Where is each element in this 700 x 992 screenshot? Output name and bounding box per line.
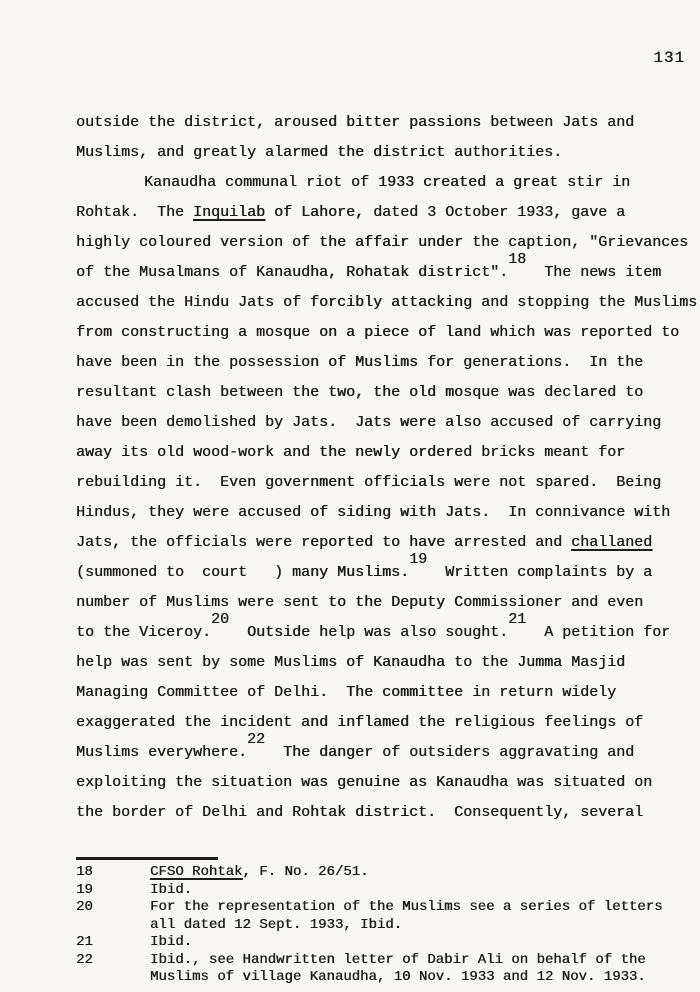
text-line (76, 798, 700, 828)
text-line (76, 731, 700, 768)
text-segment: Muslims, and greatly alarmed the district authorities. (76, 144, 563, 161)
text-line (76, 588, 700, 618)
text-segment: have been in the possession of Muslims for generations. In the (76, 354, 644, 371)
text-segment: help was sent by some Muslims of Kanaudha to the Jumma Masjid (76, 654, 626, 671)
footnote-item (76, 864, 700, 882)
text-segment: Jats, the officials were reported to have arrested and (76, 534, 572, 551)
text-segment: Ibid. (150, 934, 193, 950)
footnote-number: 18 (76, 864, 93, 880)
text-segment: rebuilding it. Even government officials were not spared. Being (76, 474, 662, 491)
page-number: 131 (653, 49, 685, 67)
footnote-marker: 19 (409, 551, 428, 568)
footnote-number: 22 (76, 951, 93, 968)
text-line (76, 228, 700, 258)
footnote-marker: 18 (508, 251, 527, 268)
footnote-item (76, 882, 700, 900)
text-segment: Outside help was also sought. (229, 624, 509, 641)
text-line (76, 648, 700, 678)
text-segment: all dated 12 Sept. 1933, Ibid. (150, 916, 403, 933)
footnote-line (150, 899, 700, 917)
text-segment: The news item (526, 264, 662, 281)
footnote-item (76, 899, 700, 934)
text-segment: A petition for (526, 624, 671, 641)
text-line (76, 288, 700, 318)
text-line (76, 528, 700, 558)
underlined-text: CFSO Rohtak (150, 864, 243, 880)
text-segment: of the Musalmans of Kanaudha, Rohatak district". (76, 264, 509, 281)
text-segment: The danger of outsiders aggravating and (265, 744, 635, 761)
text-segment: Managing Committee of Delhi. The committee in return widely (76, 684, 617, 701)
text-line (76, 251, 700, 288)
text-segment: For the representation of the Muslims see a series of letters (150, 899, 663, 915)
text-segment: to the Viceroy. (76, 624, 212, 641)
text-line (76, 198, 700, 228)
footnote-number: 19 (76, 881, 93, 898)
footnote-text (150, 934, 700, 952)
text-segment: have been demolished by Jats. Jats were also accused of carrying (76, 414, 662, 431)
text-segment: Ibid., see Handwritten letter of Dabir Ali on behalf of the (150, 951, 646, 968)
text-segment: Kanaudha communal riot of 1933 created a great stir in (144, 174, 631, 191)
footnote-text (150, 864, 700, 882)
text-segment: accused the Hindu Jats of forcibly attacking and stopping the Muslims (76, 294, 698, 311)
footnote-line (150, 952, 700, 970)
underlined-text: challaned (571, 534, 653, 551)
text-segment: highly coloured version of the affair under the caption, "Grievances (76, 234, 689, 251)
footnote-marker: 22 (247, 731, 266, 748)
footnote-line (150, 934, 700, 952)
text-line (76, 611, 700, 648)
underlined-text: Inquilab (193, 204, 266, 221)
text-line (76, 678, 700, 708)
text-line (76, 498, 700, 528)
text-line (76, 168, 700, 198)
text-line (76, 438, 700, 468)
text-segment: exaggerated the incident and inflamed the religious feelings of (76, 714, 644, 731)
footnote-number: 21 (76, 934, 93, 950)
text-segment: the border of Delhi and Rohtak district. Consequently, several (76, 804, 644, 821)
footnote-number: 20 (76, 899, 93, 915)
text-segment: , F. No. 26/51. (242, 864, 369, 880)
text-line (76, 138, 700, 168)
text-segment: Hindus, they were accused of siding with Jats. In connivance with (76, 504, 671, 521)
text-segment: Written complaints by a (427, 564, 653, 581)
text-line (76, 348, 700, 378)
text-segment: resultant clash between the two, the old mosque was declared to (76, 384, 644, 401)
footnote-text (150, 899, 700, 934)
footnote-line (150, 882, 700, 900)
text-segment: Muslims everywhere. (76, 744, 248, 761)
text-segment: Ibid. (150, 881, 193, 898)
body-text (76, 108, 700, 828)
text-segment: from constructing a mosque on a piece of land which was reported to (76, 324, 680, 341)
footnote-item (76, 934, 700, 952)
text-line (76, 768, 700, 798)
text-segment: exploiting the situation was genuine as Kanaudha was situated on (76, 774, 653, 791)
text-segment: of Lahore, dated 3 October 1933, gave a (265, 204, 626, 221)
footnote-text (150, 952, 700, 987)
footnote-line (150, 917, 700, 935)
footnote-marker: 20 (211, 611, 230, 628)
footnote-line (150, 864, 700, 882)
text-line (76, 708, 700, 738)
text-segment: outside the district, aroused bitter passions between Jats and (76, 114, 635, 131)
footnote-line (150, 969, 700, 987)
text-segment: (summoned to court ) many Muslims. (76, 564, 410, 581)
footnote-separator (76, 857, 218, 860)
footnotes (76, 864, 700, 987)
text-line (76, 378, 700, 408)
text-segment: away its old wood-work and the newly ordered bricks meant for (76, 444, 626, 461)
text-line (76, 468, 700, 498)
text-line (76, 551, 700, 588)
text-segment: Rohtak. The (76, 204, 194, 221)
text-line (76, 318, 700, 348)
text-line (76, 108, 700, 138)
footnote-item (76, 952, 700, 987)
text-segment: Muslims of village Kanaudha, 10 Nov. 1933 and 12 Nov. 1933. (150, 969, 646, 985)
text-segment: number of Muslims were sent to the Deputy Commissioner and even (76, 594, 644, 611)
footnote-text (150, 882, 700, 900)
footnote-marker: 21 (508, 611, 527, 628)
text-line (76, 408, 700, 438)
